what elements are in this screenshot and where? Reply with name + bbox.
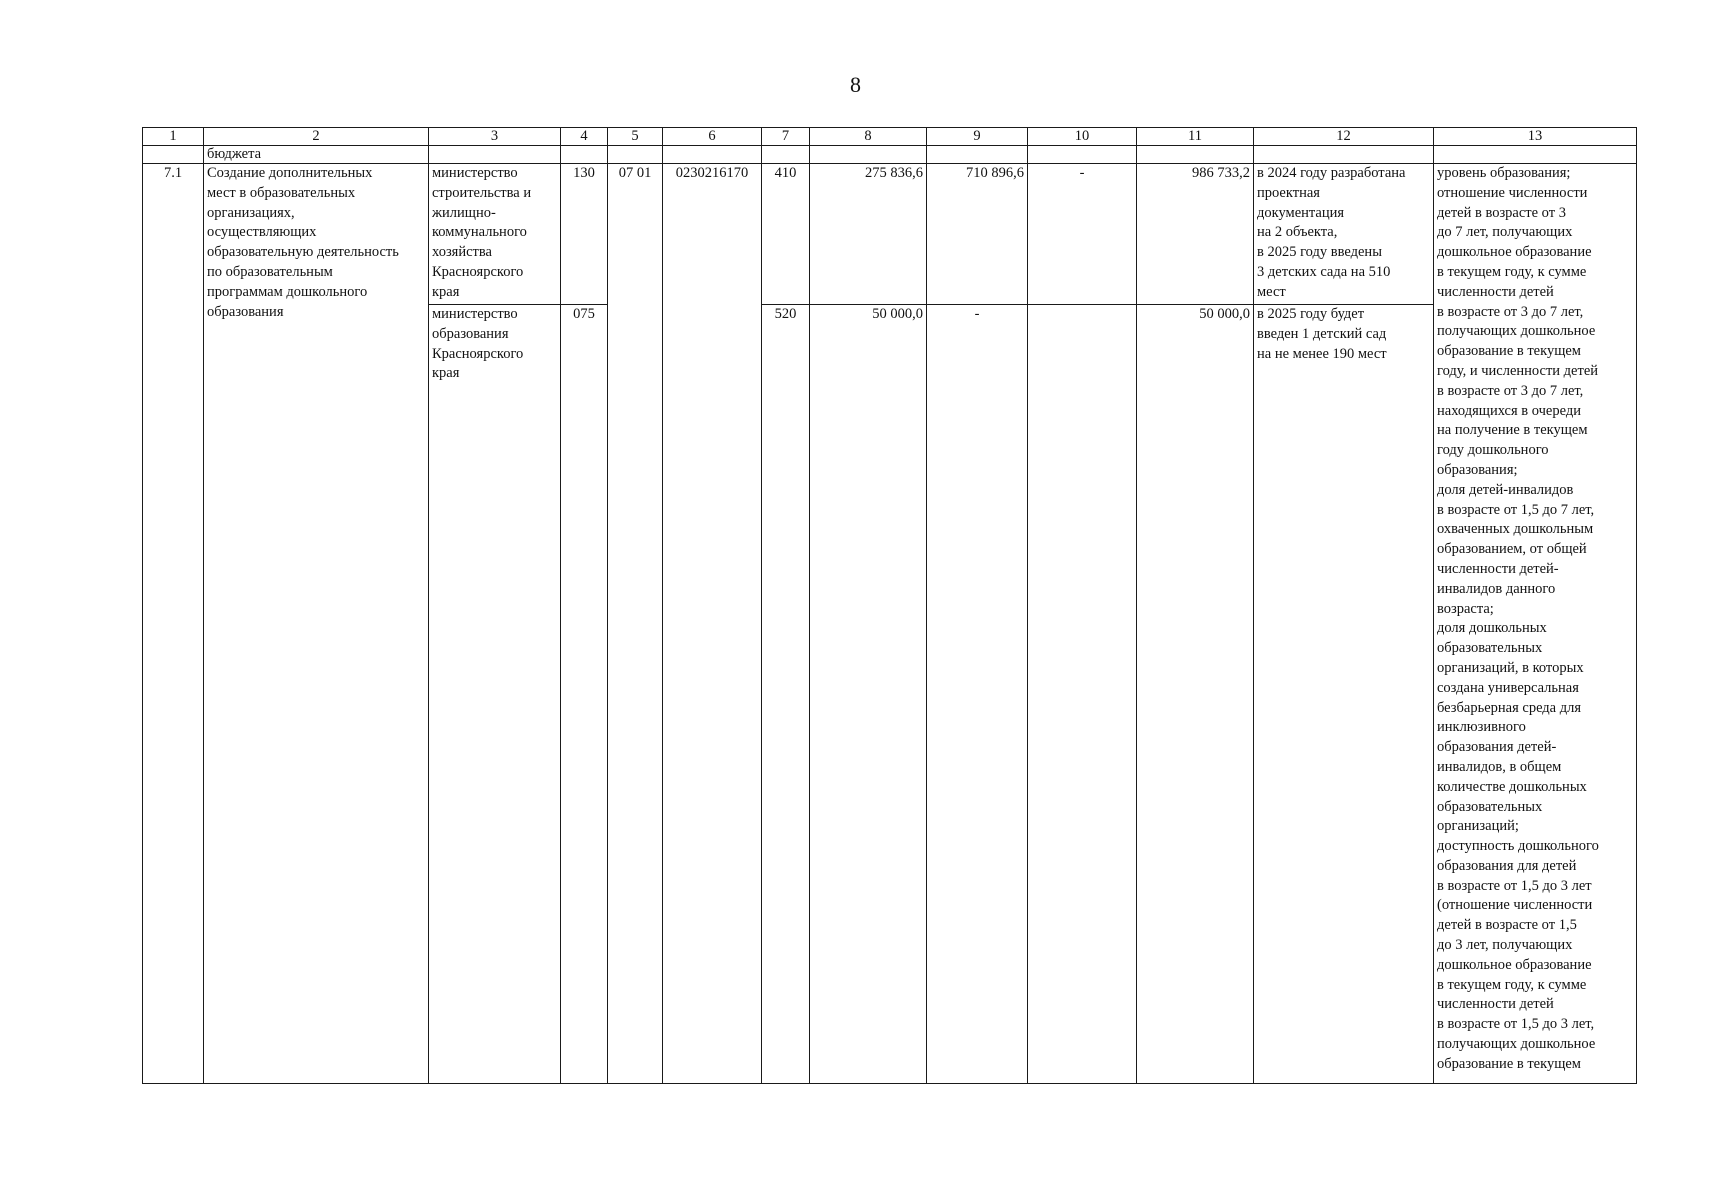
executor: министерство образования Красноярского края: [429, 305, 561, 1084]
executor: министерство строительства и жилищно- коммунального хозяйства Красноярского края: [429, 164, 561, 305]
expense-type-code: 520: [762, 305, 810, 1084]
expected-result: в 2024 году разработана проектная документация на 2 объекта, в 2025 году введены 3 детских сада на 510 мест: [1254, 164, 1434, 305]
column-numbers-row: [143, 128, 1637, 146]
grbs-code: 130: [561, 164, 608, 305]
amount-2024: 275 836,6: [810, 164, 927, 305]
page-number: 8: [850, 72, 861, 97]
amount-2026: [1028, 305, 1137, 1084]
target-indicators: уровень образования; отношение численности детей в возрасте от 3 до 7 лет, получающих дошкольное образование в текущем году, к сумме численности детей в возрасте от 3 до 7 лет, получающих дошкольное образование в текущем году, и численности детей в возрасте от 3 до 7 лет, находящихся в очереди на получение в текущем году дошкольного образования; доля детей-инвалидов в возрасте от 1,5 до 7 лет, охваченных дошкольным образованием, от общей численности детей- инвалидов данного возраста; доля дошкольных образовательных организаций, в которых создана универсальная безбарьерная среда для инклюзивного образования детей- инвалидов, в общем количестве дошкольных образовательных организаций; доступность дошкольного образования для детей в возрасте от 1,5 до 3 лет (отношение численности детей в возрасте от 1,5 до 3 лет, получающих дошкольное образование в текущем году, к сумме численности детей в возрасте от 1,5 до 3 лет, получающих дошкольное образование в текущем: [1434, 164, 1637, 1084]
item-number: 7.1: [143, 164, 204, 1084]
target-article-code: 0230216170: [663, 164, 762, 1084]
amount-2026: -: [1028, 164, 1137, 305]
amount-2024: 50 000,0: [810, 305, 927, 1084]
expense-type-code: 410: [762, 164, 810, 305]
column-number-6: 6: [663, 128, 762, 146]
column-number-12: 12: [1254, 128, 1434, 146]
amount-2025: 710 896,6: [927, 164, 1028, 305]
column-number-13: 13: [1434, 128, 1637, 146]
amount-total: 986 733,2: [1137, 164, 1254, 305]
table-row: [143, 164, 1637, 305]
column-number-4: 4: [561, 128, 608, 146]
section-code: 07 01: [608, 164, 663, 1084]
amount-2025: -: [927, 305, 1028, 1084]
column-number-1: 1: [143, 128, 204, 146]
column-number-3: 3: [429, 128, 561, 146]
column-number-2: 2: [204, 128, 429, 146]
expected-result: в 2025 году будет введен 1 детский сад на не менее 190 мест: [1254, 305, 1434, 1084]
column-number-8: 8: [810, 128, 927, 146]
amount-total: 50 000,0: [1137, 305, 1254, 1084]
column-number-5: 5: [608, 128, 663, 146]
continuation-text: бюджета: [204, 146, 429, 164]
column-number-11: 11: [1137, 128, 1254, 146]
column-number-7: 7: [762, 128, 810, 146]
column-number-10: 10: [1028, 128, 1137, 146]
program-activities-table: [142, 127, 1637, 1084]
continuation-row: [143, 146, 1637, 164]
activity-name: Создание дополнительных мест в образовательных организациях, осуществляющих образовательную деятельность по образовательным программам дошкольного образования: [204, 164, 429, 1084]
column-number-9: 9: [927, 128, 1028, 146]
grbs-code: 075: [561, 305, 608, 1084]
